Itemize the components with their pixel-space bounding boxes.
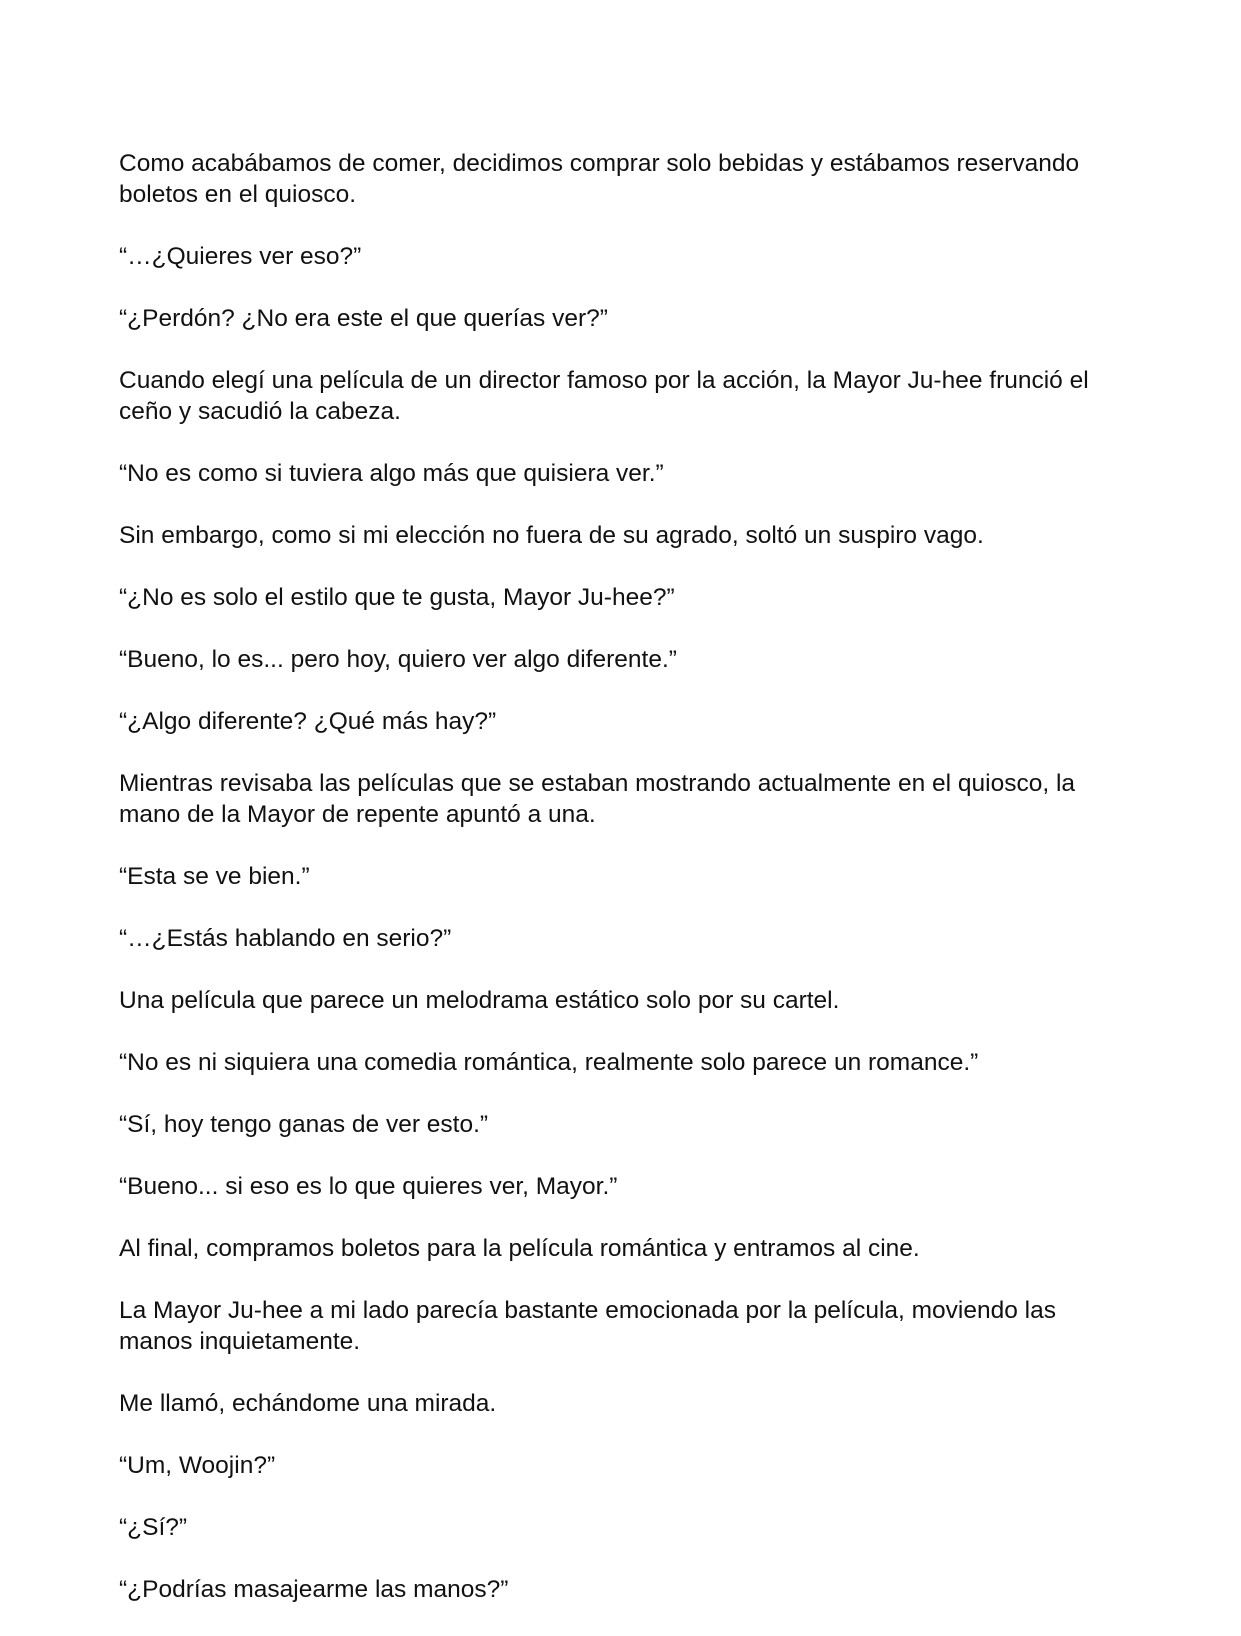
paragraph-10: Mientras revisaba las películas que se estaban mostrando actualmente en el quiosco, la mano de la Mayor de repente apuntó a una.	[119, 770, 1076, 828]
paragraph-22: “¿Podrías masajearme las manos?”	[119, 1576, 509, 1603]
paragraph-19: Me llamó, echándome una mirada.	[119, 1390, 497, 1417]
paragraph-5: “No es como si tuviera algo más que quisiera ver.”	[119, 460, 664, 487]
paragraph-2: “…¿Quieres ver eso?”	[119, 243, 362, 270]
paragraph-13: Una película que parece un melodrama estático solo por su cartel.	[119, 987, 840, 1014]
paragraph-9: “¿Algo diferente? ¿Qué más hay?”	[119, 708, 497, 735]
paragraph-16: “Bueno... si eso es lo que quieres ver, Mayor.”	[119, 1173, 618, 1200]
paragraph-18: La Mayor Ju-hee a mi lado parecía bastante emocionada por la película, moviendo las manos inquietamente.	[119, 1297, 1056, 1355]
paragraph-3: “¿Perdón? ¿No era este el que querías ver?”	[119, 305, 608, 332]
paragraph-20: “Um, Woojin?”	[119, 1452, 276, 1479]
paragraph-4: Cuando elegí una película de un director famoso por la acción, la Mayor Ju-hee frunció el ceño y sacudió la cabeza.	[119, 367, 1089, 425]
paragraph-1: Como acabábamos de comer, decidimos comprar solo bebidas y estábamos reservando boletos en el quiosco.	[119, 150, 1080, 208]
paragraph-15: “Sí, hoy tengo ganas de ver esto.”	[119, 1111, 489, 1138]
paragraph-14: “No es ni siquiera una comedia romántica, realmente solo parece un romance.”	[119, 1049, 979, 1076]
paragraph-7: “¿No es solo el estilo que te gusta, Mayor Ju-hee?”	[119, 584, 675, 611]
paragraph-11: “Esta se ve bien.”	[119, 863, 310, 890]
paragraph-6: Sin embargo, como si mi elección no fuera de su agrado, soltó un suspiro vago.	[119, 522, 984, 549]
paragraph-8: “Bueno, lo es... pero hoy, quiero ver algo diferente.”	[119, 646, 677, 673]
paragraph-21: “¿Sí?”	[119, 1514, 188, 1541]
document-body	[119, 148, 1129, 1636]
paragraph-12: “…¿Estás hablando en serio?”	[119, 925, 452, 952]
paragraph-17: Al final, compramos boletos para la película romántica y entramos al cine.	[119, 1235, 920, 1262]
